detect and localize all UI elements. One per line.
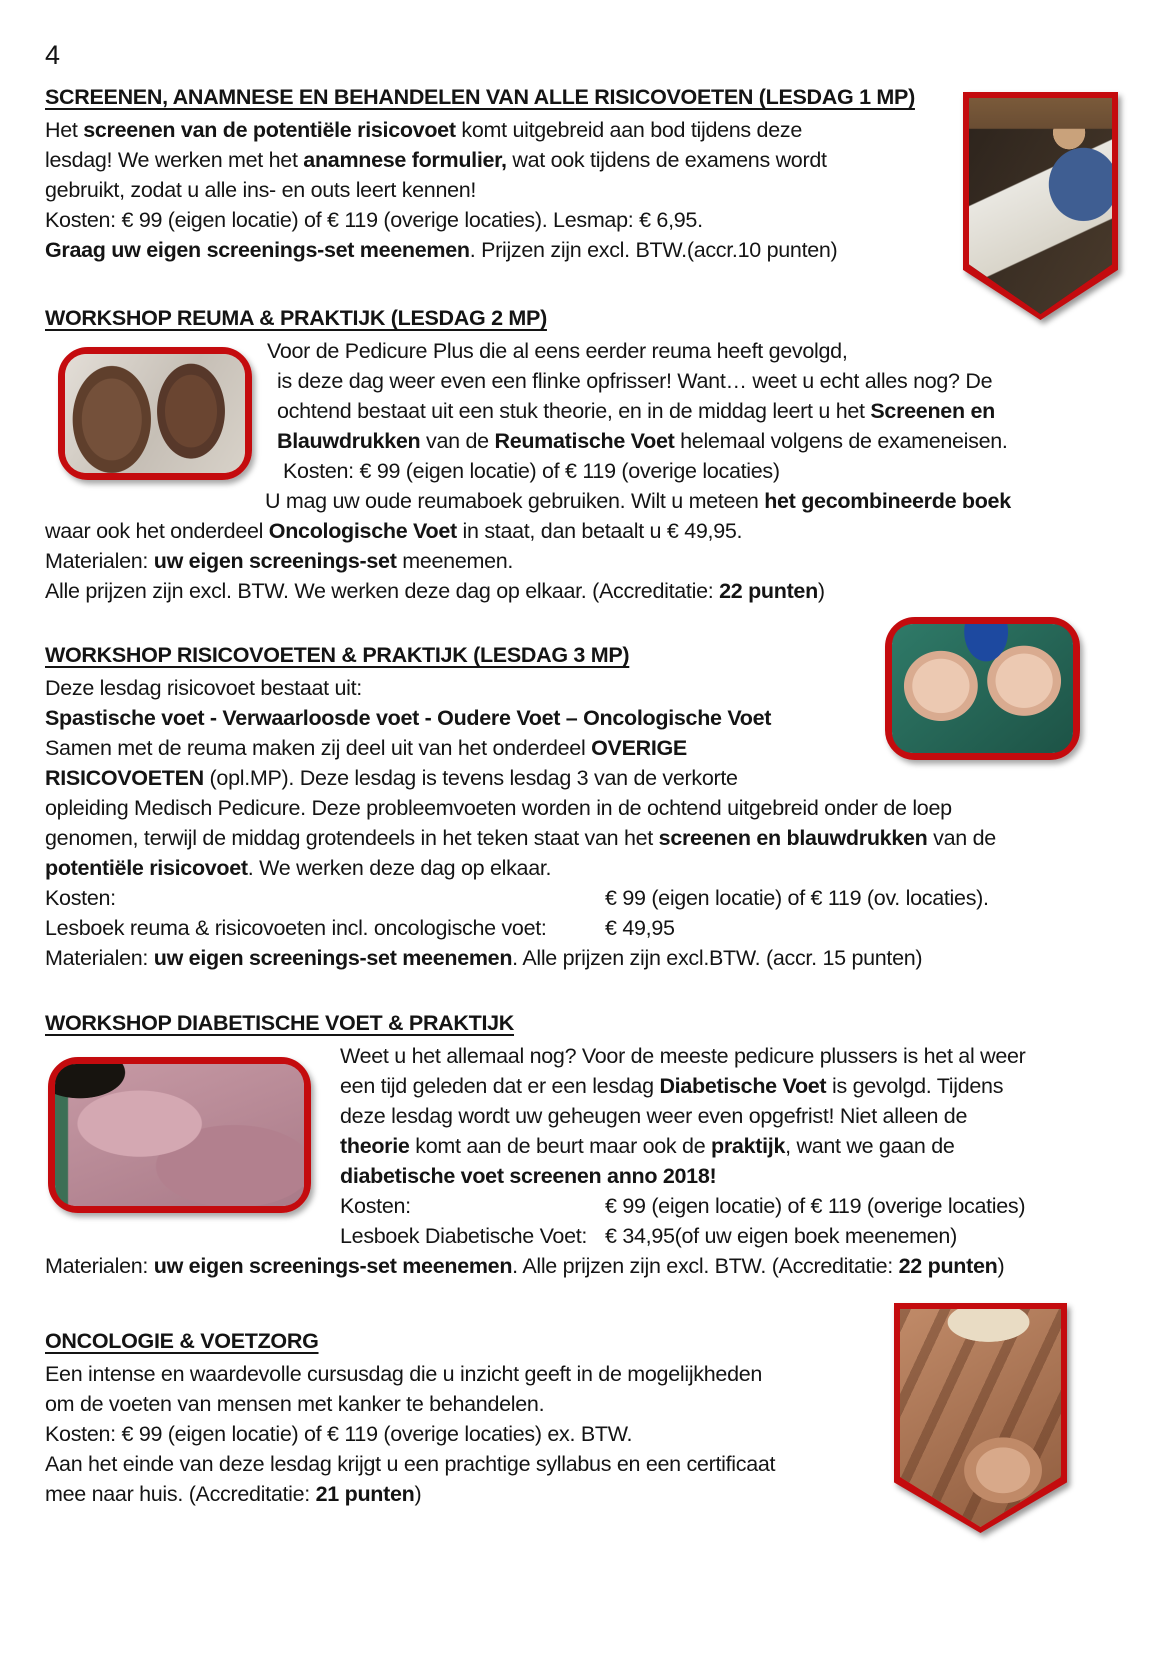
text-run: van de <box>420 429 495 453</box>
text-line <box>45 1101 1125 1131</box>
text-run: screenen van de potentiële risicovoet <box>83 118 456 142</box>
text-run: . Alle prijzen zijn excl.BTW. (accr. 15 punten) <box>512 946 923 970</box>
text-line <box>45 396 1125 426</box>
text-run: € 99 (eigen locatie) of € 119 (overige locaties) <box>605 1194 1026 1218</box>
text-line <box>45 1191 1125 1221</box>
text-line <box>45 366 1125 396</box>
text-run: Het <box>45 118 84 142</box>
text-run: uw eigen screenings-set meenemen <box>153 946 513 970</box>
text-run: is deze dag weer even een flinke opfrisser! Want… weet u echt alles nog? De <box>277 369 993 393</box>
text-run: opleiding Medisch Pedicure. Deze probleemvoeten worden in de ochtend uitgebreid onder de loep <box>45 796 952 820</box>
text-run: Materialen: <box>45 1254 154 1278</box>
text-run: Kosten: <box>45 886 116 910</box>
text-run: Oncologische Voet <box>268 519 457 543</box>
text-run: Kosten: <box>340 1194 411 1218</box>
text-run: Alle prijzen zijn excl. BTW. We werken deze dag op elkaar. (Accreditatie: <box>45 579 720 603</box>
text-line <box>45 913 1125 943</box>
text-line <box>45 546 1125 576</box>
text-run: Materialen: <box>45 946 154 970</box>
section-title: WORKSHOP REUMA & PRAKTIJK (LESDAG 2 MP) <box>45 306 547 330</box>
text-line <box>45 853 1125 883</box>
text-run: Deze lesdag risicovoet bestaat uit: <box>45 676 362 700</box>
text-run: Samen met de reuma maken zij deel uit van het onderdeel <box>45 736 592 760</box>
text-run: (opl.MP). Deze lesdag is tevens lesdag 3 van de verkorte <box>203 766 738 790</box>
text-run: een tijd geleden dat er een lesdag <box>340 1074 660 1098</box>
text-run: uw eigen screenings-set <box>153 549 397 573</box>
text-line <box>45 115 1125 145</box>
text-run: ) <box>997 1254 1005 1278</box>
text-run: screenen en blauwdrukken <box>658 826 928 850</box>
section-workshop-reuma <box>45 303 1125 606</box>
text-line <box>45 1251 1125 1281</box>
text-run: Aan het einde van deze lesdag krijgt u een prachtige syllabus en een certificaat <box>45 1452 776 1476</box>
text-line <box>45 1131 1125 1161</box>
text-run: Spastische voet - Verwaarloosde voet - Oudere Voet – Oncologische Voet <box>45 706 772 730</box>
text-run: . Prijzen zijn excl. BTW.(accr.10 punten) <box>469 238 838 262</box>
text-line <box>45 1041 1125 1071</box>
text-line <box>45 1479 1125 1509</box>
text-run: gebruikt, zodat u alle ins- en outs leert kennen! <box>45 178 477 202</box>
text-line <box>45 1359 1125 1389</box>
text-run: mee naar huis. (Accreditatie: <box>45 1482 316 1506</box>
text-run: Lesboek reuma & risicovoeten incl. oncologische voet: <box>45 916 547 940</box>
text-line <box>45 1221 1125 1251</box>
text-run: wat ook tijdens de examens wordt <box>506 148 827 172</box>
text-run: Een intense en waardevolle cursusdag die u inzicht geeft in de mogelijkheden <box>45 1362 763 1386</box>
text-line <box>45 516 1125 546</box>
section-workshop-risicovoeten <box>45 640 1125 973</box>
text-line <box>45 426 1125 456</box>
text-run: Kosten: € 99 (eigen locatie) of € 119 (overige locaties) ex. BTW. <box>45 1422 633 1446</box>
text-line <box>45 883 1125 913</box>
text-line <box>45 1389 1125 1419</box>
text-line <box>45 943 1125 973</box>
text-line <box>45 1161 1125 1191</box>
text-run: om de voeten van mensen met kanker te behandelen. <box>45 1392 545 1416</box>
text-run: Kosten: € 99 (eigen locatie) of € 119 (overige locaties) <box>283 459 780 483</box>
text-run: helemaal volgens de exameneisen. <box>674 429 1008 453</box>
text-run: Screenen en <box>870 399 995 423</box>
text-run: € 34,95(of uw eigen boek meenemen) <box>605 1224 957 1248</box>
text-run: ) <box>414 1482 422 1506</box>
text-run: U mag uw oude reumaboek gebruiken. Wilt u meteen <box>265 489 765 513</box>
text-line <box>45 673 1125 703</box>
section-title: ONCOLOGIE & VOETZORG <box>45 1329 319 1353</box>
text-run: praktijk <box>711 1134 786 1158</box>
section-screenen-anamnese <box>45 82 1125 265</box>
section-workshop-diabetische-voet <box>45 1008 1125 1281</box>
text-line <box>45 703 1125 733</box>
text-run: in staat, dan betaalt u € 49,95. <box>456 519 743 543</box>
text-run: deze lesdag wordt uw geheugen weer even opgefrist! Niet alleen de <box>340 1104 968 1128</box>
text-line <box>45 175 1125 205</box>
text-run: . We werken deze dag op elkaar. <box>247 856 552 880</box>
text-run: , want we gaan de <box>785 1134 955 1158</box>
text-line <box>45 1071 1125 1101</box>
text-run: uw eigen screenings-set meenemen <box>153 1254 513 1278</box>
section-oncologie-voetzorg <box>45 1326 1125 1509</box>
text-line <box>45 733 1125 763</box>
text-line <box>45 336 1125 366</box>
text-line <box>45 486 1125 516</box>
text-run: Kosten: € 99 (eigen locatie) of € 119 (overige locaties). Lesmap: € 6,95. <box>45 208 703 232</box>
text-run: . Alle prijzen zijn excl. BTW. (Accreditatie: <box>512 1254 899 1278</box>
text-run: het gecombineerde boek <box>764 489 1011 513</box>
text-run: € 49,95 <box>605 916 675 940</box>
text-run: potentiële risicovoet <box>45 856 248 880</box>
text-run: anamnese formulier, <box>303 148 507 172</box>
text-run: € 99 (eigen locatie) of € 119 (ov. locaties). <box>605 886 989 910</box>
section-title: WORKSHOP DIABETISCHE VOET & PRAKTIJK <box>45 1011 515 1035</box>
text-line <box>45 456 1125 486</box>
text-line <box>45 235 1125 265</box>
text-line <box>45 763 1125 793</box>
text-run: Diabetische Voet <box>659 1074 827 1098</box>
text-run: genomen, terwijl de middag grotendeels in het teken staat van het <box>45 826 659 850</box>
text-run: meenemen. <box>396 549 514 573</box>
text-line <box>45 823 1125 853</box>
text-run: Weet u het allemaal nog? Voor de meeste pedicure plussers is het al weer <box>340 1044 1026 1068</box>
section-title: SCREENEN, ANAMNESE EN BEHANDELEN VAN ALLE RISICOVOETEN (LESDAG 1 MP) <box>45 85 915 109</box>
text-run: theorie <box>340 1134 410 1158</box>
text-run: Voor de Pedicure Plus die al eens eerder reuma heeft gevolgd, <box>267 339 848 363</box>
text-run: 22 punten <box>898 1254 998 1278</box>
text-line <box>45 1419 1125 1449</box>
text-run: Lesboek Diabetische Voet: <box>340 1224 588 1248</box>
page-number: 4 <box>45 40 60 70</box>
text-line <box>45 205 1125 235</box>
text-run: 22 punten <box>719 579 818 603</box>
text-run: RISICOVOETEN <box>45 766 204 790</box>
text-run: Graag uw eigen screenings-set meenemen <box>45 238 470 262</box>
text-run: diabetische voet screenen anno 2018! <box>340 1164 717 1188</box>
text-run: lesdag! We werken met het <box>45 148 304 172</box>
text-run: OVERIGE <box>591 736 687 760</box>
text-run: komt aan de beurt maar ook de <box>409 1134 712 1158</box>
text-run: 21 punten <box>315 1482 415 1506</box>
text-run: Materialen: <box>45 549 154 573</box>
text-run: van de <box>927 826 996 850</box>
text-run: Reumatische Voet <box>494 429 675 453</box>
text-line <box>45 145 1125 175</box>
text-run: ochtend bestaat uit een stuk theorie, en in de middag leert u het <box>277 399 871 423</box>
text-line <box>45 793 1125 823</box>
text-run: Blauwdrukken <box>277 429 421 453</box>
text-run: ) <box>817 579 825 603</box>
text-line <box>45 576 1125 606</box>
text-run: waar ook het onderdeel <box>45 519 269 543</box>
text-run: komt uitgebreid aan bod tijdens deze <box>455 118 802 142</box>
text-line <box>45 1449 1125 1479</box>
text-run: is gevolgd. Tijdens <box>826 1074 1004 1098</box>
section-title: WORKSHOP RISICOVOETEN & PRAKTIJK (LESDAG 3 MP) <box>45 643 630 667</box>
